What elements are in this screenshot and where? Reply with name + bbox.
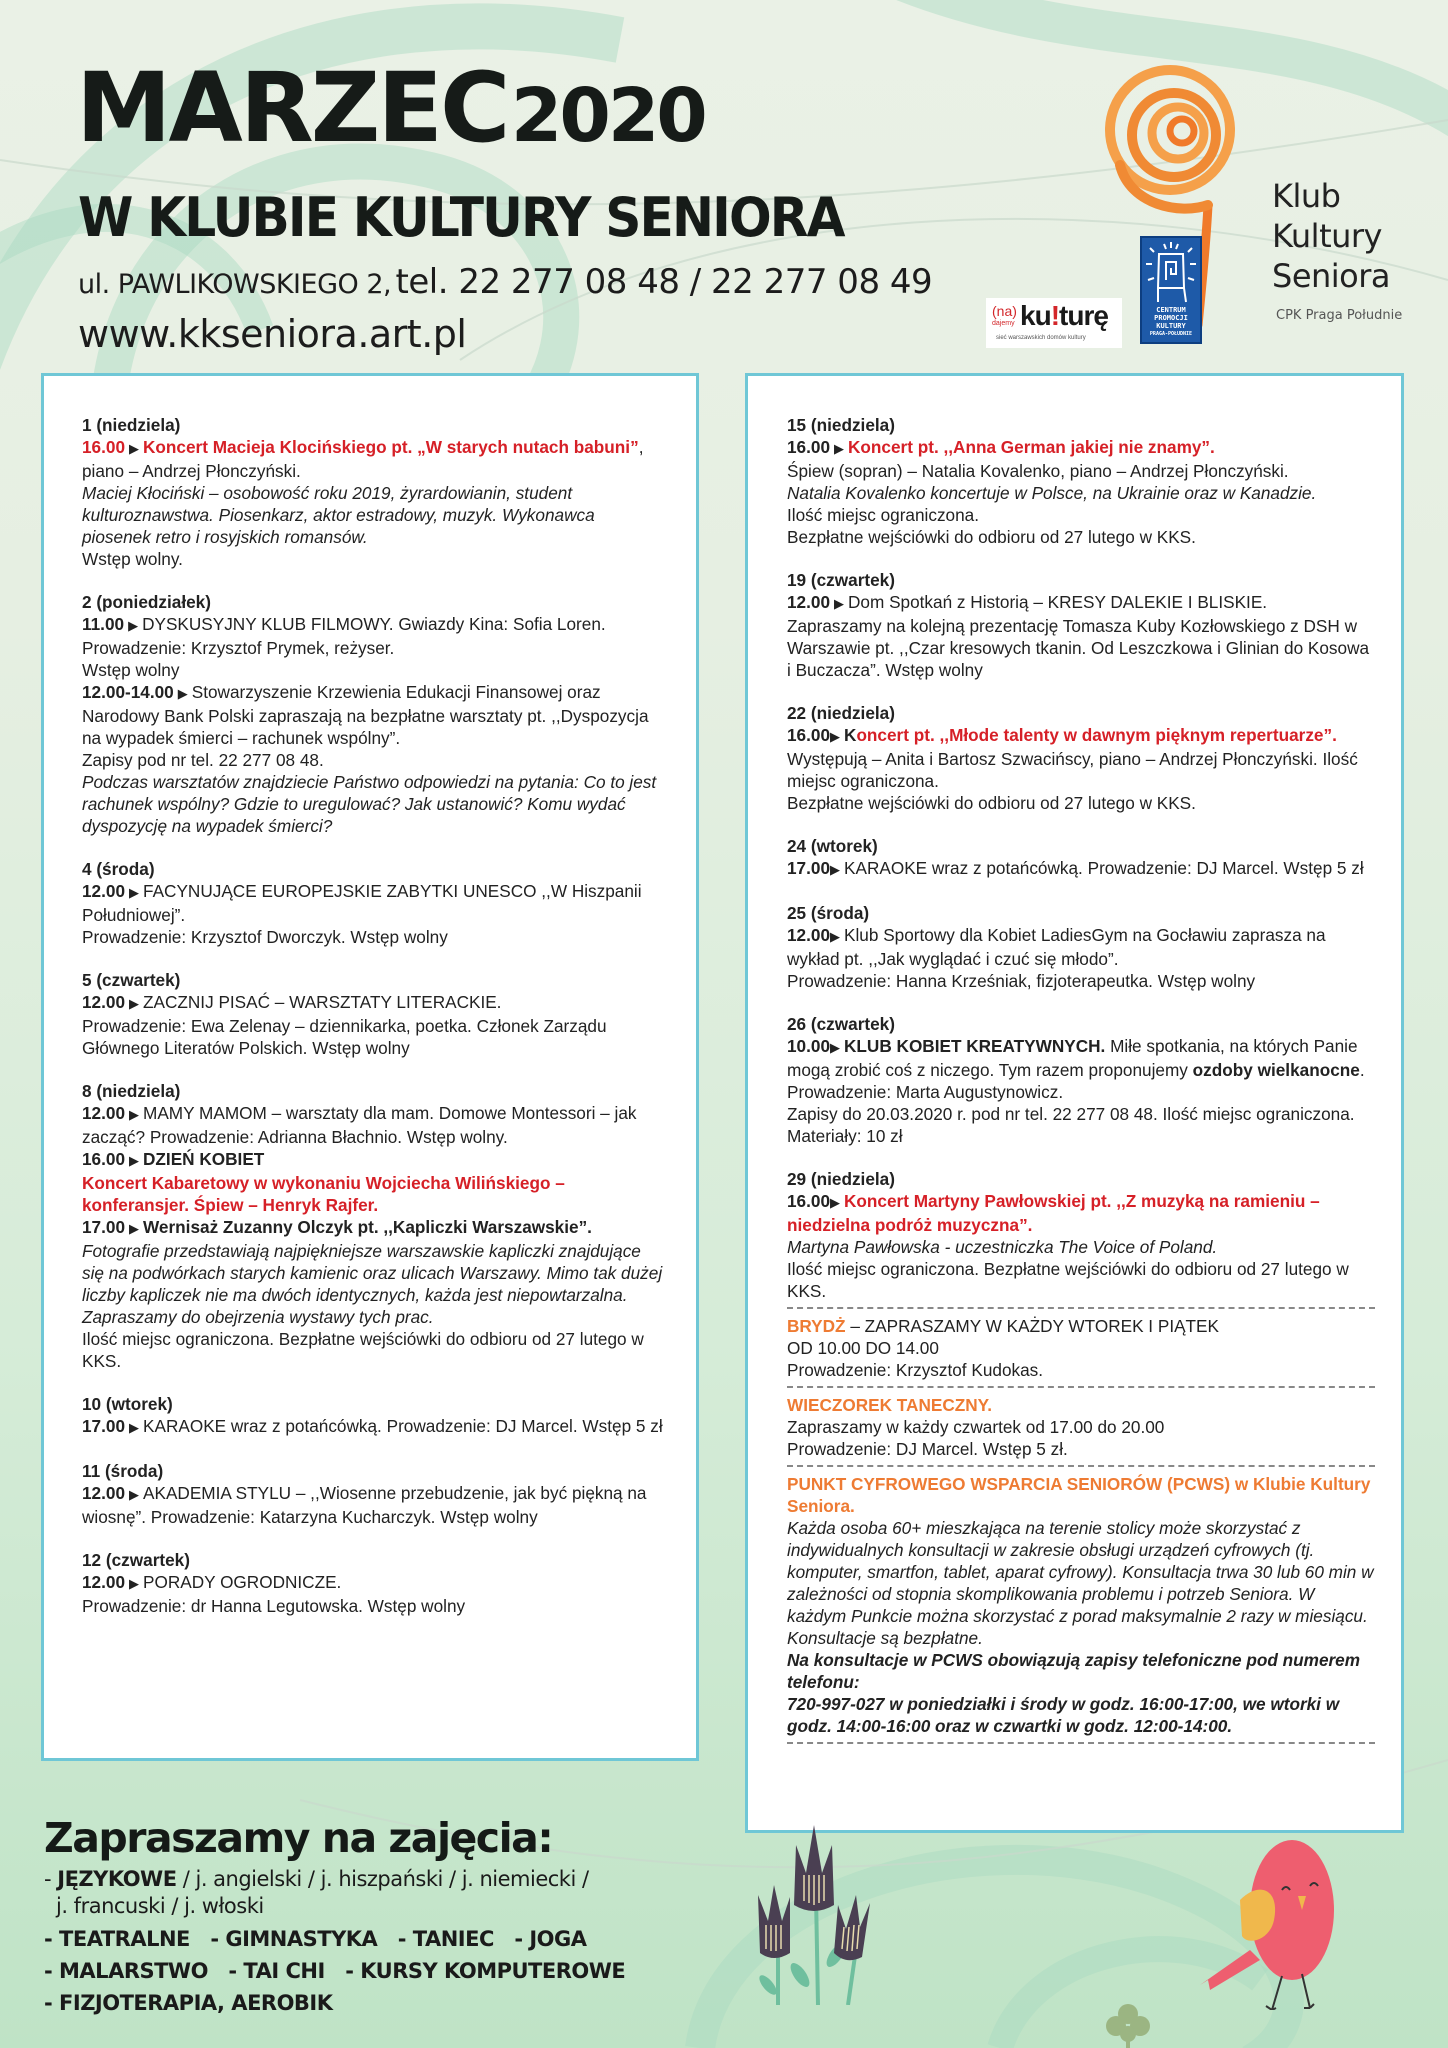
day-heading: 5 (czwartek) [82,970,181,990]
event-day-24: 24 (wtorek) 17.00▶ KARAOKE wraz z potańcówką. Prowadzenie: DJ Marcel. Wstęp 5 zł [787,835,1375,881]
classes-row-3: - MALARSTWO - TAI CHI - KURSY KOMPUTEROWE [44,1959,626,1983]
arrow-icon: ▶ [830,729,841,744]
event-day-29: 29 (niedziela) 16.00▶ Koncert Martyny Pawłowskiej pt. ,,Z muzyką na ramieniu – niedzielna podróż muzyczna”. Martyna Pawłowska - uczestniczka The Voice of Poland. Ilość miejsc ograniczona. Bezpłatne wejściówki do odbioru od 27 lutego w KKS. [787,1168,1375,1302]
day-heading: 25 (środa) [787,903,870,923]
event-day-22: 22 (niedziela) 16.00▶ Koncert pt. ,,Młode talenty w dawnym pięknym repertuarze”. Występują – Anita i Bartosz Szwacińscy, piano – Andrzej Płonczyński. Ilość miejsc ograniczona. Bezpłatne wejściówki do odbioru od 27 lutego w KKS. [787,702,1375,814]
event-day-4: 4 (środa) 12.00 ▶ FACYNUJĄCE EUROPEJSKIE ZABYTKI UNESCO ,,W Hiszpanii Południowej”. Prowadzenie: Krzysztof Dworczyk. Wstęp wolny [82,858,666,948]
nakulture-logo: (na) dajemy ku!turę sieć warszawskich domów kultury [986,298,1122,348]
event-day-12: 12 (czwartek) 12.00 ▶ PORADY OGRODNICZE. Prowadzenie: dr Hanna Legutowska. Wstęp wolny [82,1549,666,1617]
title-month: MARZEC [76,52,508,164]
brand-subtitle: CPK Praga Południe [1276,308,1403,323]
arrow-icon: ▶ [129,1487,140,1502]
event-day-25: 25 (środa) 12.00▶ Klub Sportowy dla Kobiet LadiesGym na Gocławiu zaprasza na wykład pt. ,,Jak wyglądać i czuć się młodo”. Prowadzenie: Hanna Krześniak, fizjoterapeutka. Wstęp wolny [787,902,1375,992]
classes-languages: - JĘZYKOWE / j. angielski / j. hiszpański / j. niemiecki / [44,1867,589,1891]
day-heading: 15 (niedziela) [787,415,895,435]
day-heading: 1 (niedziela) [82,415,181,435]
page-title [76,52,705,164]
arrow-icon: ▶ [128,618,139,633]
arrow-icon: ▶ [830,862,841,877]
event-day-2: 2 (poniedziałek) 11.00 ▶ DYSKUSYJNY KLUB FILMOWY. Gwiazdy Kina: Sofia Loren. Prowadzenie: Krzysztof Prymek, reżyser. Wstęp wolny 12.00-14.00 ▶ Stowarzyszenie Krzewienia Edukacji Finansowej oraz Narodowy Bank Polski zapraszają na bezpłatne warsztaty pt. ,,Dyspozycja na wypadek śmierci – rachunek wspólny”. Zapisy pod nr tel. 22 277 08 48. Podczas warsztatów znajdziecie Państwo odpowiedzi na pytania: Co to jest rachunek wspólny? Gdzie to uregulować? Jak ustanowić? Komu wydać dyspozycję na wypadek śmierci? [82,591,666,837]
dashed-divider [787,1465,1375,1467]
phone-numbers: tel. 22 277 08 48 / 22 277 08 49 [395,262,933,302]
classes-row-4: - FIZJOTERAPIA, AEROBIK [44,1991,333,2015]
event-day-26: 26 (czwartek) 10.00▶ KLUB KOBIET KREATYWNYCH. Miłe spotkania, na których Panie mogą zrobić coś z niczego. Tym razem proponujemy ozdoby wielkanocne. Prowadzenie: Marta Augustynowicz. Zapisy do 20.03.2020 r. pod nr tel. 22 277 08 48. Ilość miejsc ograniczona. Materiały: 10 zł [787,1013,1375,1147]
dance-notice: WIECZOREK TANECZNY. Zapraszamy w każdy czwartek od 17.00 do 20.00 Prowadzenie: DJ Marcel. Wstęp 5 zł. [787,1395,1165,1459]
arrow-icon: ▶ [129,1221,140,1236]
day-heading: 22 (niedziela) [787,703,895,723]
event-day-5: 5 (czwartek) 12.00 ▶ ZACZNIJ PISAĆ – WARSZTATY LITERACKIE. Prowadzenie: Ewa Zelenay – dziennikarka, poetka. Członek Zarządu Głównego Literatów Polskich. Wstęp wolny [82,969,666,1059]
title-year: 2020 [510,73,705,159]
event-day-15: 15 (niedziela) 16.00 ▶ Koncert pt. ,,Anna German jakiej nie znamy”. Śpiew (sopran) – Natalia Kovalenko, piano – Andrzej Płonczyński. Natalia Kovalenko koncertuje w Polsce, na Ukrainie oraz w Kanadzie. Ilość miejsc ograniczona. Bezpłatne wejściówki do odbioru od 27 lutego w KKS. [787,414,1375,548]
day-heading: 12 (czwartek) [82,1550,190,1570]
dashed-divider [787,1742,1375,1744]
arrow-icon: ▶ [129,996,140,1011]
event-description: Maciej Kłociński – osobowość roku 2019, żyrardowianin, student kulturoznawstwa. Piosenkarz, aktor estradowy, muzyk. Wykonawca piosenek retro i rosyjskich romansów. [82,483,595,547]
arrow-icon: ▶ [834,441,845,456]
day-heading: 24 (wtorek) [787,836,878,856]
schedule-right-panel [745,373,1404,1833]
arrow-icon: ▶ [830,1040,841,1055]
day-heading: 11 (środa) [82,1461,164,1481]
day-heading: 19 (czwartek) [787,570,895,590]
arrow-icon: ▶ [129,885,140,900]
classes-section: Zapraszamy na zajęcia: - JĘZYKOWE / j. angielski / j. hiszpański / j. niemiecki / j. francuski / j. włoski - TEATRALNE - GIMNASTYKA - TANIEC - JOGA - MALARSTWO - TAI CHI - KURSY KOMPUTEROWE - FIZJOTERAPIA, AEROBIK [44,1814,626,2015]
tulips-illustration-icon [748,1825,898,2005]
arrow-icon: ▶ [830,1195,841,1210]
day-heading: 4 (środa) [82,859,155,879]
cpk-text: CENTRUM PROMOCJI KULTURY PRAGA-POŁUDNIE [1149,306,1193,337]
page-subtitle: W KLUBIE KULTURY SENIORA [78,186,844,249]
day-heading: 10 (wtorek) [82,1394,173,1414]
arrow-icon: ▶ [830,929,841,944]
day-heading: 29 (niedziela) [787,1169,895,1189]
arrow-icon: ▶ [129,1576,140,1591]
event-day-1: 1 (niedziela) 16.00 ▶ Koncert Macieja Klocińskiego pt. „W starych nutach babuni”, piano – Andrzej Płonczyński. Maciej Kłociński – osobowość roku 2019, żyrardowianin, student kulturoznawstwa. Piosenkarz, aktor estradowy, muzyk. Wykonawca piosenek retro i rosyjskich romansów. Wstęp wolny. [82,414,666,570]
clover-illustration-icon [1098,2000,1158,2048]
event-entry: Wstęp wolny. [82,549,183,569]
address-line [78,262,932,302]
brand-name: Klub Kultury Seniora [1272,177,1391,295]
day-heading: 2 (poniedziałek) [82,592,211,612]
cpk-logo [1140,236,1202,344]
bridge-notice: BRYDŻ – ZAPRASZAMY W KAŻDY WTOREK I PIĄTEK OD 10.00 DO 14.00 Prowadzenie: Krzysztof Kudokas. [787,1316,1219,1380]
arrow-icon: ▶ [129,1420,140,1435]
arrow-icon: ▶ [834,596,845,611]
classes-title: Zapraszamy na zajęcia: [44,1814,553,1862]
website-link[interactable]: www.kkseniora.art.pl [78,312,467,356]
street-address: ul. PAWLIKOWSKIEGO 2, [78,269,392,300]
schedule-left-panel [41,373,699,1761]
arrow-icon: ▶ [129,441,140,456]
cpk-emblem-icon [1142,240,1200,304]
event-day-8: 8 (niedziela) 12.00 ▶ MAMY MAMOM – warsztaty dla mam. Domowe Montessori – jak zacząć? Prowadzenie: Adrianna Błachnio. Wstęp wolny. 16.00 ▶ DZIEŃ KOBIET Koncert Kabaretowy w wykonaniu Wojciecha Wilińskiego – konferansjer. Śpiew – Henryk Rajfer. 17.00 ▶ Wernisaż Zuzanny Olczyk pt. ,,Kapliczki Warszawskie”. Fotografie przedstawiają najpiękniejsze warszawskie kapliczki znajdujące się na podwórkach starych kamienic oraz ulicach Warszawy. Mimo tak dużej liczby kapliczek nie ma dwóch identycznych, każda jest niepowtarzalna. Zapraszamy do obejrzenia wystawy tych prac. Ilość miejsc ograniczona. Bezpłatne wejściówki do odbioru od 27 lutego w KKS. [82,1080,666,1372]
red-bird-illustration-icon [1200,1840,1360,2010]
day-heading: 26 (czwartek) [787,1014,895,1034]
day-heading: 8 (niedziela) [82,1081,181,1101]
event-title: Koncert Macieja Klocińskiego pt. „W starych nutach babuni” [143,437,639,457]
dashed-divider [787,1307,1375,1309]
classes-row-2: - TEATRALNE - GIMNASTYKA - TANIEC - JOGA [44,1927,587,1951]
arrow-icon: ▶ [129,1107,140,1122]
event-day-10: 10 (wtorek) 17.00 ▶ KARAOKE wraz z potańcówką. Prowadzenie: DJ Marcel. Wstęp 5 zł [82,1393,666,1439]
arrow-icon: ▶ [177,686,188,701]
arrow-icon: ▶ [129,1153,140,1168]
event-day-19: 19 (czwartek) 12.00 ▶ Dom Spotkań z Historią – KRESY DALEKIE I BLISKIE. Zapraszamy na kolejną prezentację Tomasza Kuby Kozłowskiego z DSH w Warszawie pt. ,,Czar kresowych tkanin. Od Leszczkowa i Glinian do Kosowa i Buczacza”. Wstęp wolny [787,569,1375,681]
event-day-11: 11 (środa) 12.00 ▶ AKADEMIA STYLU – ,,Wiosenne przebudzenie, jak być piękną na wiosnę”. Prowadzenie: Katarzyna Kucharczyk. Wstęp wolny [82,1460,666,1528]
dashed-divider [787,1386,1375,1388]
pcws-notice: PUNKT CYFROWEGO WSPARCIA SENIORÓW (PCWS) w Klubie Kultury Seniora. Każda osoba 60+ mieszkająca na terenie stolicy może skorzystać z indywidualnych konsultacji w zakresie obsługi urządzeń cyfrowych (tj. komputer, smartfon, tablet, aparat cyfrowy). Konsultacja trwa 30 lub 60 min w zależności od stopnia skomplikowania problemu i potrzeb Seniora. W każdym Punkcie można skorzystać z porad maksymalnie 2 razy w miesiącu. Konsultacje są bezpłatne. Na konsultacje w PCWS obowiązują zapisy telefoniczne pod numerem telefonu: 720-997-027 w poniedziałki i środy w godz. 16:00-17:00, we wtorki w godz. 14:00-16:00 oraz w czwartki w godz. 12:00-14:00. [787,1474,1374,1736]
event-time: 16.00 [82,437,126,457]
